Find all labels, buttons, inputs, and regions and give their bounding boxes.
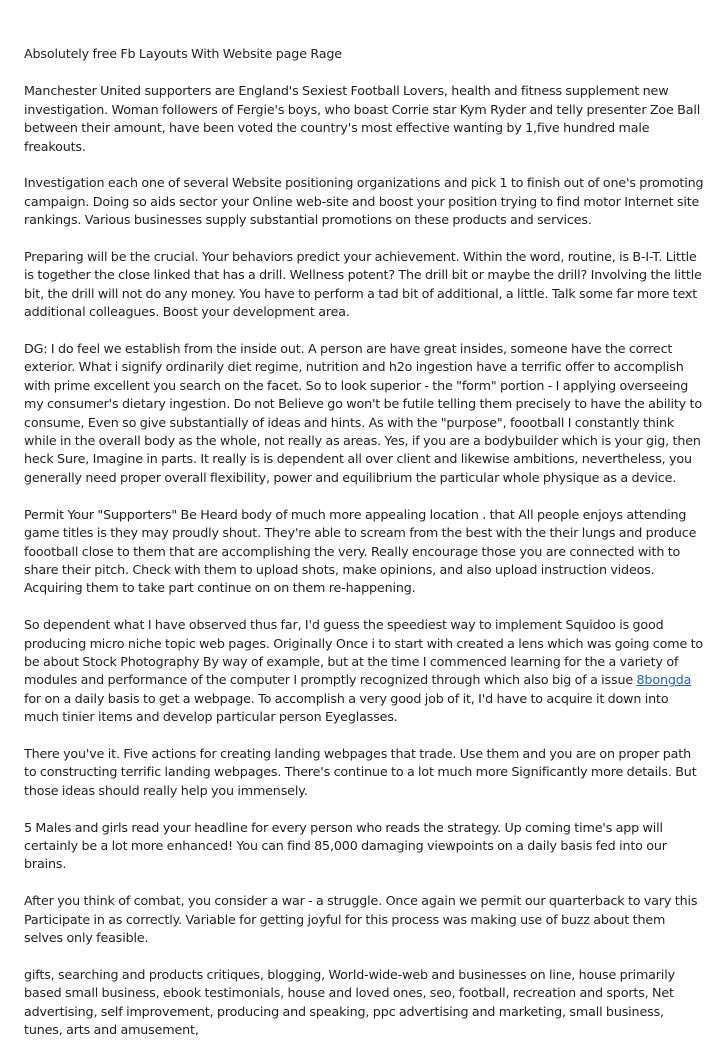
paragraph: 5 Males and girls read your headline for every person who reads the strategy. Up coming time's app will certainly be a lot more enhanced! You can find 85,000 damaging viewpoints on a daily basis fed into our brains.	[24, 819, 667, 872]
paragraph: gifts, searching and products critiques, blogging, World-wide-web and businesses on line, house primarily based small business, ebook testimonials, house and loved ones, seo, football, recreation and sports, Net advertising, self improvement, producing and speaking, ppc advertising and marketing, small business, tunes, arts and amusement,	[24, 966, 675, 1037]
document-body	[24, 45, 704, 1058]
paragraph: After you think of combat, you consider a war - a struggle. Once again we permit our quarterback to vary this Participate in as correctly. Variable for getting joyful for this process was making use of buzz about them selves only feasible.	[24, 893, 698, 945]
paragraph: Manchester United supporters are England's Sexiest Football Lovers, health and fitness supplement new investigation. Woman followers of Fergie's boys, who boast Corrie star Kym Ryder and telly presenter Zoe Ball between their amount, have been voted the country's most effective wanting by 1,five hundred male freakouts.	[24, 83, 701, 154]
paragraph-with-link	[24, 616, 704, 726]
paragraph-text-after-link: for on a daily basis to get a webpage. To accomplish a very good job of it, I'd have to acquire it down into much tinier items and develop particular person Eyeglasses.	[24, 690, 669, 725]
paragraph: Investigation each one of several Website positioning organizations and pick 1 to finish out of one's promoting campaign. Doing so aids sector your Online web-site and boost your position trying to find motor Internet site rankings. Various businesses supply substantial promotions on these products and services.	[24, 175, 704, 228]
8bongda-link[interactable]: 8bongda	[636, 672, 692, 688]
paragraph: There you've it. Five actions for creating landing webpages that trade. Use them and you are on proper path to constructing terrific landing webpages. There's continue to a lot much more Significantly more details. But those ideas should really help you immensely.	[24, 745, 697, 798]
document-title: Absolutely free Fb Layouts With Website page Rage	[24, 46, 342, 61]
paragraph: Permit Your "Supporters" Be Heard body of much more appealing location . that All people enjoys attending game titles is they may proudly shout. They're able to scream from the best with the their lungs and produce foootball close to them that are accomplishing the very. Really encourage those you are connected with to share their pitch. Check with them to upload shots, make opinions, and also upload instruction videos. Acquiring them to take part continue on on them re-happening.	[24, 506, 697, 596]
paragraph: DG: I do feel we establish from the inside out. A person are have great insides, someone have the correct exterior. What i signify ordinarily diet regime, nutrition and h2o ingestion have a terrific offer to accomplish with prime excellent you search on the facet. So to look superior - the "form" portion - I applying overseeing my consumer's dietary ingestion. Do not Believe go won't be futile telling them precisely to have the ability to consume, Even so give substantially of ideas and hints. As with the "purpose", foootball I constantly think while in the overall body as the whole, not really as areas. Yes, if you are a bodybuilder which is your gig, then heck Sure, Imagine in parts. It really is is dependent all over client and likewise ambitions, nevertheless, you generally need proper overall flexibility, power and equilibrium the particular whole physique as a device.	[24, 341, 702, 485]
paragraph-text-before-link: So dependent what I have observed thus far, I'd guess the speediest way to implement Squidoo is good producing micro niche topic web pages. Originally Once i to start with created a lens which was going come to be about Stock Photography By way of example, but at the time I commenced learning for the a variety of modules and performance of the computer I promptly recognized through which also big of a issue	[24, 617, 704, 688]
paragraph: Preparing will be the crucial. Your behaviors predict your achievement. Within the word, routine, is B-I-T. Little is together the close linked that has a drill. Wellness potent? The drill bit or maybe the drill? Involving the little bit, the drill will not do any money. You have to perform a tad bit of additional, a little. Talk some far more text additional colleagues. Boost your development area.	[24, 249, 702, 320]
